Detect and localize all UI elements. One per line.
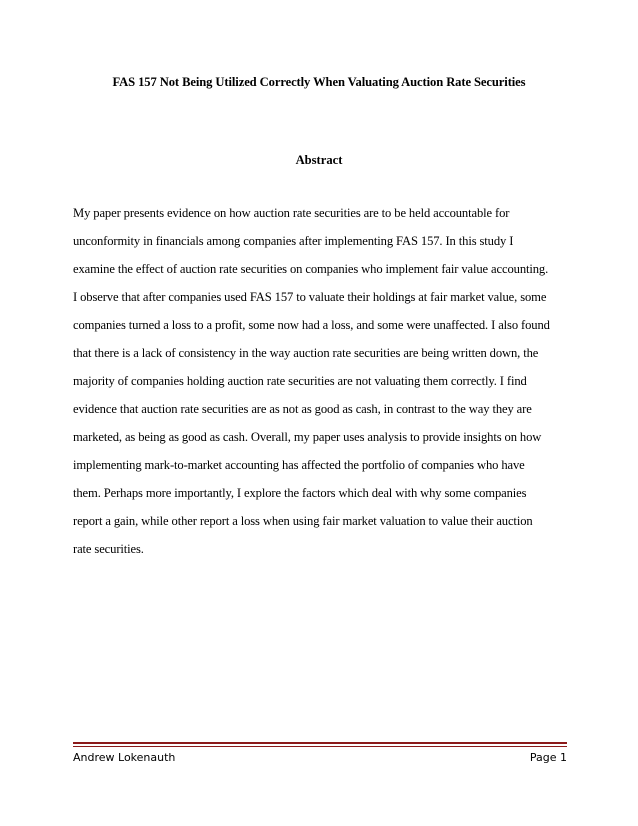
section-heading-abstract: Abstract (295, 153, 343, 167)
abstract-line: unconformity in financials among companies after implementing FAS 157. In this study I (73, 234, 514, 248)
paper-title: FAS 157 Not Being Utilized Correctly When Valuating Auction Rate Securities (112, 75, 526, 89)
abstract-line: My paper presents evidence on how auction rate securities are to be held accountable for (73, 206, 510, 220)
footer-divider (73, 742, 567, 744)
abstract-line: I observe that after companies used FAS 157 to valuate their holdings at fair market value, some (73, 290, 547, 304)
abstract-line: rate securities. (73, 542, 144, 556)
footer-author: Andrew Lokenauth (73, 751, 176, 764)
abstract-line: majority of companies holding auction rate securities are not valuating them correctly. I find (73, 374, 527, 388)
abstract-line: evidence that auction rate securities are as not as good as cash, in contrast to the way they are (73, 402, 532, 416)
abstract-line: them. Perhaps more importantly, I explore the factors which deal with why some companies (73, 486, 527, 500)
footer-divider-thin (73, 746, 567, 747)
abstract-line: marketed, as being as good as cash. Overall, my paper uses analysis to provide insights on how (73, 430, 542, 444)
footer-page-number: Page 1 (529, 751, 567, 764)
abstract-line: report a gain, while other report a loss when using fair market valuation to value their auction (73, 514, 533, 528)
abstract-line: companies turned a loss to a profit, some now had a loss, and some were unaffected. I also found (73, 318, 550, 332)
abstract-line: that there is a lack of consistency in the way auction rate securities are being written down, the (73, 346, 539, 360)
abstract-line: implementing mark-to-market accounting has affected the portfolio of companies who have (73, 458, 525, 472)
abstract-line: examine the effect of auction rate securities on companies who implement fair value accounting. (73, 262, 549, 276)
